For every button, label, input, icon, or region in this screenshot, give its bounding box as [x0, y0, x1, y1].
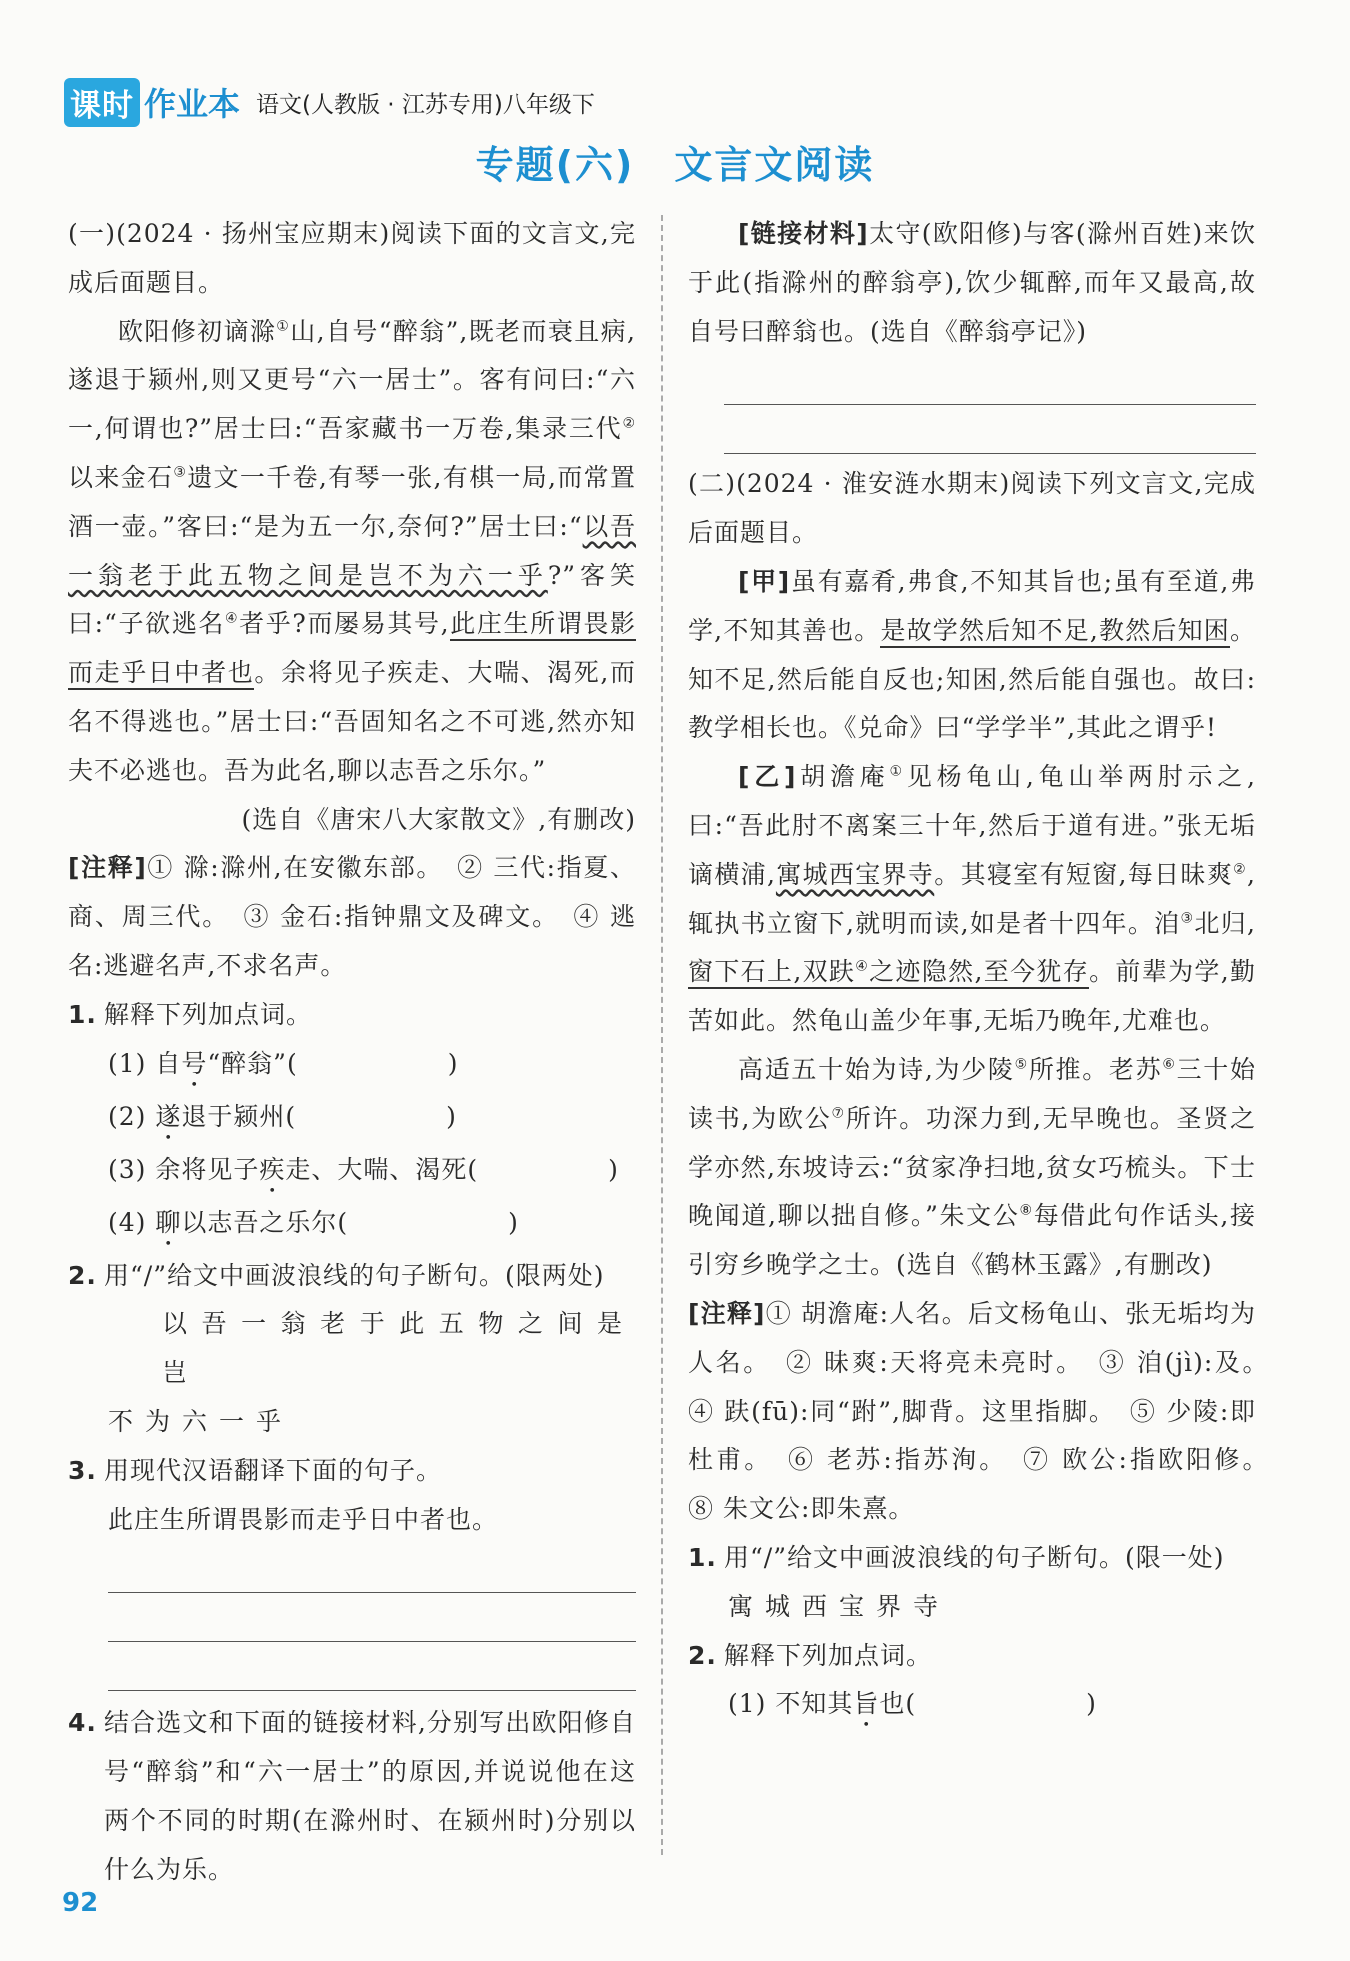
note-ref: ③ [173, 464, 188, 481]
item-text: ) [508, 1207, 519, 1237]
question-3 [68, 1447, 636, 1496]
passage-text: 。知不足,然后能自反也;知困,然后能自强也。故曰:教学相长也。《兑命》曰“学学半”,其此之谓乎! [688, 615, 1256, 743]
passage-text: 山,自号“醉翁”,既老而衰且病,遂退于颍州,则又更号“六一居士”。客有问曰:“六一,何谓也?”居士曰:“吾家藏书一万卷,集录三代 [68, 316, 636, 444]
question-text: 用“/”给文中画波浪线的句子断句。(限一处) [724, 1542, 1225, 1572]
note-ref: ⑤ [1014, 1056, 1029, 1073]
notes-block [688, 1290, 1283, 1534]
dotted-word: 号 [181, 1048, 208, 1078]
passage-yi [688, 753, 1256, 1046]
answer-line[interactable] [108, 1544, 636, 1593]
underlined-sentence: 是故学然后知不足,教然后知困 [880, 616, 1230, 648]
dotted-word: 聊 [155, 1207, 182, 1237]
logo-mark: 课时 [64, 78, 140, 127]
passage-text: 胡澹庵 [796, 762, 890, 792]
passage-text: 遗文一千卷,有琴一张,有棋一局,而常置酒一壶。”客曰:“是为五一尔,奈何?”居士曰:“ [68, 462, 636, 541]
answer-line[interactable] [108, 1593, 636, 1642]
passage-text: 三十始读书,为欧公 [688, 1054, 1256, 1133]
note-ref: ⑦ [831, 1105, 846, 1122]
underlined-sentence [688, 957, 1089, 989]
passage-source: (选自《唐宋八大家散文》,有删改) [241, 804, 636, 834]
passage-text: 者乎?而屡易其号, [239, 609, 450, 639]
jia-tag: [甲] [738, 566, 791, 596]
page-number: 92 [62, 1888, 99, 1918]
passage-text: 每借此句作话头,接引穷乡晚学之士。(选自《鹤林玉露》,有删改) [688, 1201, 1256, 1280]
page-title: 专题(六) 文言文阅读 [475, 143, 875, 187]
q1-sentence[interactable]: 寓城西宝界寺 [728, 1591, 951, 1621]
item-text: 以志吾之乐尔( [181, 1207, 349, 1237]
link-text: 太守(欧阳修)与客(滁州百姓)来饮于此(指滁州的醉翁亭),饮少辄醉,而年又最高,故自号曰醉翁也。(选自《醉翁亭记》) [688, 219, 1256, 346]
wavy-underlined-sentence: 以吾一翁老于此五物之间是岂不为六一乎 [68, 511, 636, 590]
item-text: 退于颍州( [181, 1101, 297, 1131]
dotted-word: 遂 [155, 1101, 182, 1131]
notes-block [68, 844, 636, 990]
passage-text: 欧阳修初谪滁 [118, 316, 277, 346]
question-number: 1. [68, 999, 97, 1029]
note-ref: ① [889, 763, 907, 780]
answer-line[interactable] [108, 1642, 636, 1691]
q3-sentence: 此庄生所谓畏影而走乎日中者也。 [108, 1504, 499, 1534]
underlined-sentence: 此庄生所谓畏影而走乎日中者也 [68, 609, 636, 690]
question-text: 用“/”给文中画波浪线的句子断句。(限两处) [104, 1260, 605, 1290]
question-text: 结合选文和下面的链接材料,分别写出欧阳修自号“醉翁”和“六一居士”的原因,并说说他在这两个不同的时期(在滁州时、在颍州时)分别以什么为乐。 [104, 1708, 636, 1884]
question-1 [688, 1534, 1256, 1583]
notes-text: ① 胡澹庵:人名。后文杨龟山、张无垢均为人名。 ② 昧爽:天将亮未亮时。 ③ 洎(jì):及。 ④ 趺(fū):同“跗”,脚背。这里指脚。 ⑤ 少陵:即杜甫。 ⑥ 老苏:指苏洵。 ⑦ 欧公:指欧阳修。 ⑧ 朱文公:即朱熹。 [688, 1298, 1283, 1524]
notes-tag: [注释] [68, 853, 147, 883]
question-number: 4. [68, 1708, 97, 1738]
item-text: (1) 不知其 [728, 1689, 854, 1719]
note-ref: ④ [855, 959, 870, 976]
right-column [688, 210, 1283, 1733]
item-text: 也( [879, 1689, 917, 1719]
note-ref: ④ [224, 611, 240, 628]
item-text: “醉翁”( [207, 1048, 298, 1078]
passage-text: 高适五十始为诗,为少陵 [738, 1054, 1015, 1084]
logo-text: 作业本 [144, 85, 241, 123]
q1-item-4 [68, 1199, 636, 1252]
item-text: (4) [108, 1207, 156, 1237]
note-ref: ⑥ [1162, 1056, 1177, 1073]
passage-text: ,辄执书立窗下,就明而读,如是者十四年。洎 [688, 859, 1256, 938]
question-number: 2. [68, 1260, 97, 1290]
passage-text: 之迹隐然,至今犹存 [869, 957, 1090, 987]
question-text: 用现代汉语翻译下面的句子。 [104, 1455, 443, 1485]
note-ref: ② [622, 415, 636, 432]
question-number: 2. [688, 1640, 717, 1670]
question-text: 解释下列加点词。 [724, 1640, 933, 1670]
passage-text: 北归, [1194, 908, 1256, 938]
passage-text: 以来金石 [68, 462, 174, 492]
note-ref: ① [276, 318, 291, 335]
column-divider [661, 215, 663, 1855]
question-2 [68, 1252, 636, 1301]
notes-text: ① 滁:滁州,在安徽东部。 ② 三代:指夏、商、周三代。 ③ 金石:指钟鼎文及碑文。 ④ 逃名:逃避名声,不求名声。 [68, 853, 636, 980]
notes-tag: [注释] [688, 1298, 766, 1328]
note-ref: ② [1233, 861, 1248, 878]
question-number: 3. [68, 1455, 97, 1485]
question-4 [68, 1699, 636, 1894]
passage-text: 。余将见子疾走、大喘、渴死,而名不得逃也。”居士曰:“吾固知名之不可逃,然亦知夫不必逃也。吾为此名,聊以志吾之乐尔。” [68, 658, 636, 785]
passage-three [688, 1046, 1256, 1290]
passage-text: 虽有嘉肴,弗食,不知其旨也;虽有至道,弗学,不知其善也。 [688, 566, 1257, 645]
q2-item-1 [688, 1680, 1256, 1733]
passage-text: 所许。功深力到,无早晚也。圣贤之学亦然,东坡诗云:“贫家净扫地,贫女巧梳头。下士晚闻道,聊以拙自修。”朱文公 [688, 1103, 1257, 1231]
item-text: (1) 自 [108, 1048, 182, 1078]
passage-text: ?”客笑曰:“子欲逃名 [68, 560, 636, 639]
passage-text: 所推。老苏 [1028, 1054, 1163, 1084]
link-tag: [链接材料] [738, 219, 869, 248]
link-material [688, 210, 1256, 356]
q2-sentence-line-2[interactable]: 不为六一乎 [108, 1406, 294, 1436]
item-text: (3) 余将见子 [108, 1154, 260, 1184]
q1-item-3 [68, 1146, 636, 1199]
passage-text: 。其寝室有短窗,每日昧爽 [934, 859, 1234, 889]
section-two-heading: (二)(2024 · 淮安涟水期末)阅读下列文言文,完成后面题目。 [688, 469, 1256, 548]
dotted-word: 旨 [853, 1689, 880, 1719]
question-1 [68, 991, 636, 1040]
item-text: 走、大喘、渴死( [285, 1154, 479, 1184]
question-number: 1. [688, 1542, 717, 1572]
yi-tag: [乙] [738, 762, 797, 792]
item-text: ) [1086, 1689, 1097, 1719]
q2-sentence-line-1[interactable]: 以吾一翁老于此五物之间是岂 [162, 1309, 636, 1388]
item-text: ) [608, 1154, 619, 1184]
left-column [68, 210, 636, 1895]
q1-item-2 [68, 1093, 636, 1146]
passage-one [68, 308, 636, 796]
question-text: 解释下列加点词。 [104, 999, 313, 1029]
section-one-heading: (一)(2024 · 扬州宝应期末)阅读下面的文言文,完成后面题目。 [68, 219, 636, 297]
passage-jia [688, 558, 1256, 753]
wavy-underlined-sentence: 寓城西宝界寺 [775, 859, 935, 889]
item-text: (2) [108, 1101, 156, 1131]
note-ref: ⑧ [1019, 1203, 1034, 1220]
dotted-word: 疾 [259, 1154, 286, 1184]
q1-item-1 [68, 1040, 636, 1093]
question-2 [688, 1632, 1256, 1681]
passage-text: 。前辈为学,勤苦如此。然龟山盖少年事,无垢乃晚年,尤难也。 [688, 957, 1257, 1036]
answer-line[interactable] [724, 405, 1256, 454]
item-text: ) [446, 1101, 457, 1131]
book-info: 语文(人教版 · 江苏专用)八年级下 [256, 91, 595, 118]
answer-line[interactable] [724, 356, 1256, 405]
page-header [64, 80, 595, 124]
passage-text: 窗下石上,双趺 [688, 957, 856, 987]
item-text: ) [447, 1048, 459, 1078]
brand-logo [64, 78, 240, 127]
note-ref: ③ [1180, 910, 1195, 927]
passage-text: 见杨龟山,龟山举两肘示之,曰:“吾此肘不离案三十年,然后于道有进。”张无垢谪横浦, [688, 762, 1256, 889]
